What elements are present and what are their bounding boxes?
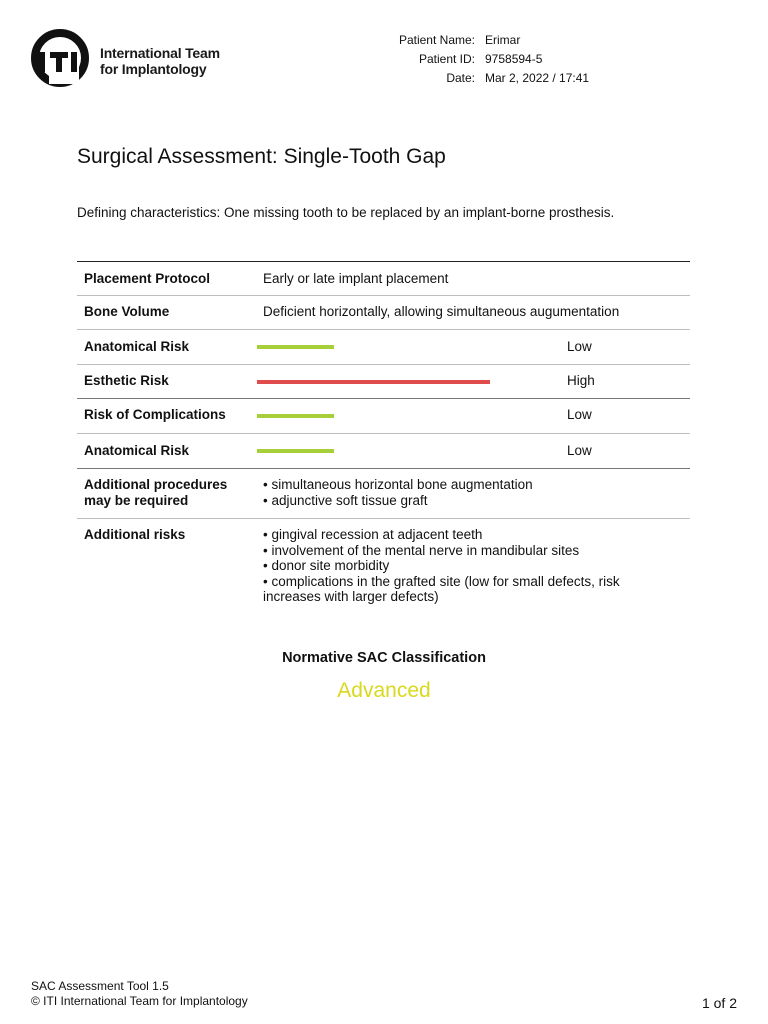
patient-name-label: Patient Name: [398, 33, 475, 47]
risk-bar [257, 449, 334, 453]
list-item: • involvement of the mental nerve in mandibular sites [263, 542, 580, 558]
list-item: • donor site morbidity [263, 558, 390, 574]
footer-copyright: © ITI International Team for Implantology [31, 993, 248, 1008]
page-number: 1 of 2 [701, 995, 737, 1011]
risk-bar [257, 380, 490, 384]
iti-logo [30, 28, 230, 88]
date-value: Mar 2, 2022 / 17:41 [485, 71, 590, 85]
row-additional-risks [77, 519, 690, 609]
row-esthetic-risk [77, 365, 690, 399]
row-label: Additional risks [84, 527, 186, 542]
risk-level: High [567, 373, 595, 388]
defining-characteristics: Defining characteristics: One missing tooth to be replaced by an implant-borne prosthesis. [77, 205, 615, 220]
row-label: Anatomical Risk [84, 339, 190, 354]
row-placement-protocol [77, 262, 690, 296]
row-label-line2: may be required [84, 493, 189, 508]
list-item: • complications in the grafted site (low for small defects, risk increases with larger defects) [263, 573, 620, 605]
row-label [84, 477, 227, 509]
assessment-table [77, 261, 690, 609]
row-anatomical-risk [77, 330, 690, 365]
classification-title: Normative SAC Classification [282, 650, 486, 666]
risk-bar [257, 345, 334, 349]
patient-name-value: Erimar [485, 33, 521, 47]
row-label: Risk of Complications [84, 407, 226, 422]
footer-tool-version: SAC Assessment Tool 1.5 [31, 979, 169, 993]
row-additional-procedures [77, 469, 690, 519]
row-bone-volume [77, 296, 690, 330]
list-item: • simultaneous horizontal bone augmentation [263, 477, 533, 492]
risks-list [263, 527, 673, 605]
iti-logo-mark [30, 28, 92, 90]
footer [31, 979, 248, 1008]
procedures-list [263, 477, 673, 508]
patient-id-label: Patient ID: [418, 52, 475, 66]
risk-level: Low [567, 339, 592, 354]
row-label: Placement Protocol [84, 271, 211, 286]
list-item: • adjunctive soft tissue graft [263, 492, 428, 508]
row-label: Anatomical Risk [84, 443, 190, 458]
row-label: Bone Volume [84, 304, 170, 319]
row-label: Esthetic Risk [84, 373, 169, 388]
list-item: • gingival recession at adjacent teeth [263, 527, 483, 542]
row-risk-of-complications [77, 399, 690, 434]
row-label-line1: Additional procedures [84, 477, 228, 492]
risk-level: Low [567, 443, 592, 458]
date-label: Date: [446, 71, 475, 85]
logo-line1: International Team [100, 45, 220, 61]
risk-level: Low [567, 407, 592, 422]
logo-line2: for Implantology [100, 61, 207, 77]
page-title: Surgical Assessment: Single-Tooth Gap [77, 145, 446, 168]
row-value: Deficient horizontally, allowing simultaneous augumentation [263, 304, 620, 319]
patient-id-value: 9758594-5 [485, 52, 543, 66]
patient-info [340, 31, 589, 88]
classification-value: Advanced [337, 679, 431, 702]
risk-bar [257, 414, 334, 418]
row-value: Early or late implant placement [263, 271, 449, 286]
row-anatomical-risk-2 [77, 434, 690, 469]
